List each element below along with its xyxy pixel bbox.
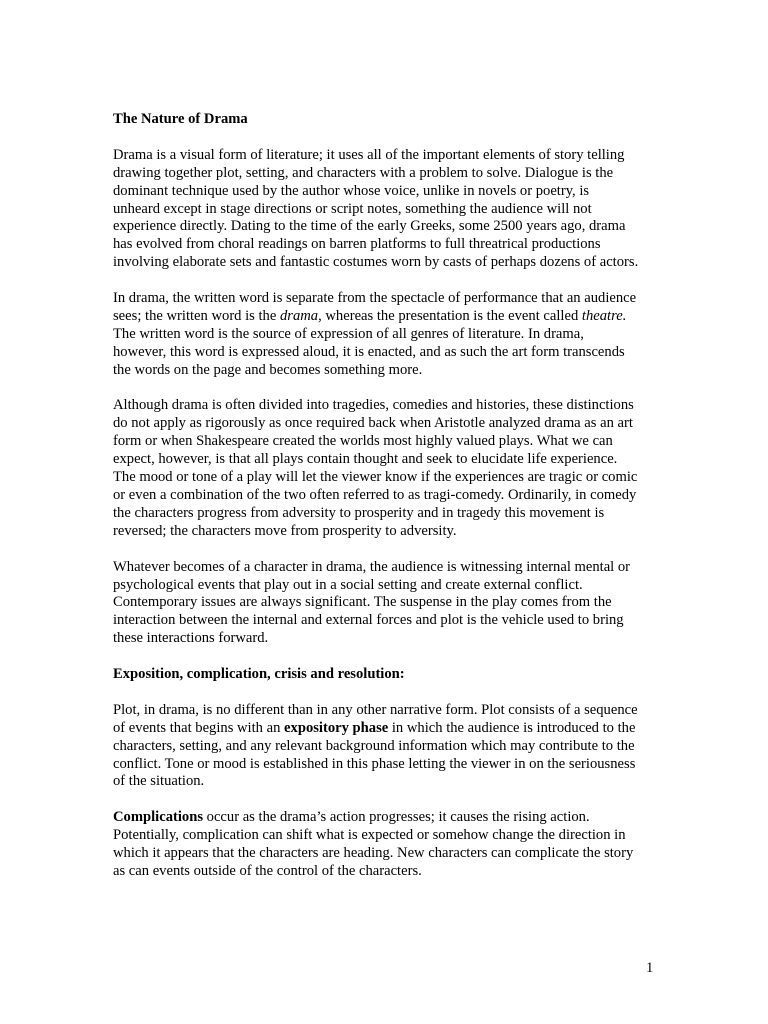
text-line: reversed; the characters move from prosperity to adversity. [113, 522, 457, 539]
paragraph-complications [113, 809, 658, 881]
text-run: occur as the drama’s action progresses; it causes the rising action. [203, 809, 590, 826]
text-line: Drama is a visual form of literature; it uses all of the important elements of story telling [113, 146, 625, 163]
text-line: characters, setting, and any relevant background information which may contribute to the [113, 737, 635, 754]
text-line: which it appears that the characters are heading. New characters can complicate the story [113, 845, 634, 862]
paragraph-written-word [113, 290, 658, 380]
text-line: conflict. Tone or mood is established in this phase letting the viewer in on the seriousness [113, 755, 636, 772]
paragraph-genres [113, 397, 658, 540]
text-line: dominant technique used by the author whose voice, unlike in novels or poetry, is [113, 182, 590, 199]
paragraph-intro [113, 147, 658, 272]
text-line: Although drama is often divided into tragedies, comedies and histories, these distinctions [113, 397, 634, 414]
text-line: form or when Shakespeare created the worlds most highly valued plays. What we can [113, 433, 613, 450]
text-run: of events that begins with an [113, 719, 285, 736]
text-run: in which the audience is introduced to the [388, 719, 636, 736]
text-line: unheard except in stage directions or script notes, something the audience will not [113, 200, 592, 217]
document-title: The Nature of Drama [113, 111, 248, 127]
text-line: Contemporary issues are always significant. The suspense in the play comes from the [113, 594, 612, 611]
text-line: psychological events that play out in a social setting and create external conflict. [113, 576, 583, 593]
page-number: 1 [646, 960, 654, 976]
text-line [113, 809, 658, 827]
term-expository-phase: expository phase [284, 719, 389, 736]
text-line: do not apply as rigorously as once required back when Aristotle analyzed drama as an art [113, 415, 633, 432]
document-page [113, 111, 658, 899]
text-line: The mood or tone of a play will let the viewer know if the experiences are tragic or comic [113, 469, 638, 486]
text-line: Plot, in drama, is no different than in any other narrative form. Plot consists of a sequence [113, 701, 638, 718]
text-line: the words on the page and becomes something more. [113, 361, 423, 378]
emphasis-drama: drama [279, 307, 319, 324]
text-line: the characters progress from adversity to prosperity and in tragedy this movement is [113, 504, 605, 521]
text-line: In drama, the written word is separate from the spectacle of performance that an audience [113, 290, 637, 307]
paragraph-plot [113, 702, 658, 792]
text-line: experience directly. Dating to the time of the early Greeks, some 2500 years ago, drama [113, 218, 626, 235]
text-line: expect, however, is that all plays contain thought and seek to elucidate life experience. [113, 451, 618, 468]
text-line: involving elaborate sets and fantastic costumes worn by casts of perhaps dozens of actors. [113, 254, 639, 271]
text-line [113, 308, 658, 326]
text-line: however, this word is expressed aloud, it is enacted, and as such the art form transcends [113, 343, 625, 360]
text-line [113, 720, 658, 738]
text-run: , whereas the presentation is the event called [318, 307, 582, 324]
text-line: or even a combination of the two often referred to as tragi-comedy. Ordinarily, in comedy [113, 486, 637, 503]
text-line: Potentially, complication can shift what is expected or somehow change the direction in [113, 827, 626, 844]
text-line: these interactions forward. [113, 630, 269, 647]
term-complications: Complications [113, 809, 203, 826]
text-run: sees; the written word is the [113, 307, 280, 324]
text-line: The written word is the source of expression of all genres of literature. In drama, [113, 325, 584, 342]
text-line: as can events outside of the control of the characters. [113, 862, 422, 879]
section-heading: Exposition, complication, crisis and resolution: [113, 666, 405, 683]
text-line: of the situation. [113, 773, 205, 790]
text-line: has evolved from choral readings on barren platforms to full threatrical productions [113, 236, 601, 253]
text-line: interaction between the internal and external forces and plot is the vehicle used to bring [113, 612, 624, 629]
text-line: drawing together plot, setting, and characters with a problem to solve. Dialogue is the [113, 164, 614, 181]
emphasis-theatre: theatre. [581, 307, 627, 324]
text-line: Whatever becomes of a character in drama, the audience is witnessing internal mental or [113, 558, 631, 575]
paragraph-character [113, 559, 658, 649]
